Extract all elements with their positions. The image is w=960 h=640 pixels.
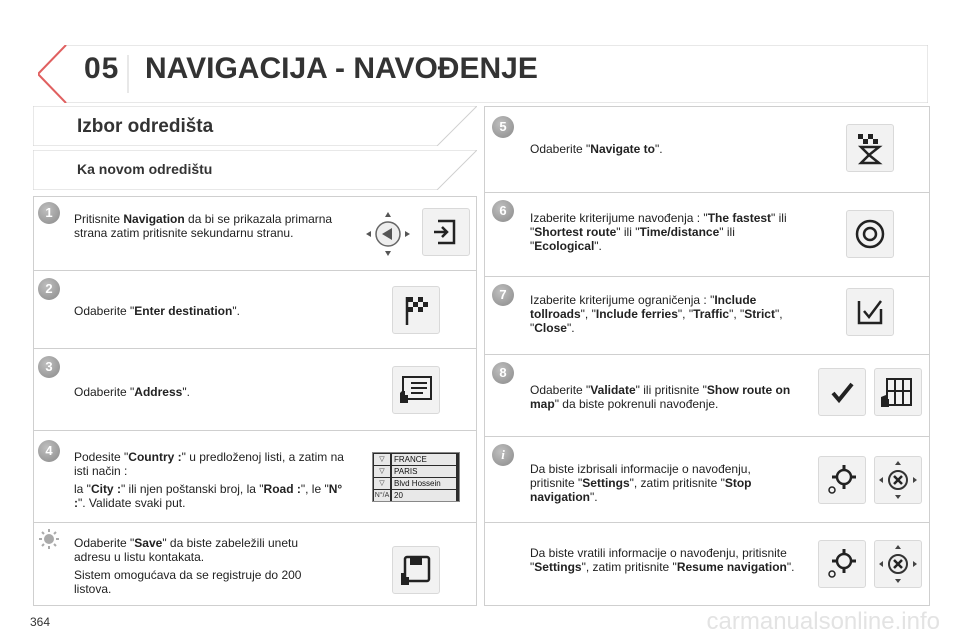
page-title: NAVIGACIJA - NAVOĐENJE: [145, 52, 538, 85]
tip-sun-icon: [38, 528, 60, 550]
step-5-text: Odaberite "Navigate to".: [530, 142, 663, 156]
step-8-text: Odaberite "Validate" ili pritisnite "Show route on map" da biste pokrenuli navođenje.: [530, 383, 791, 411]
list-item: ▽ PARIS: [373, 466, 459, 477]
info-badge: i: [492, 444, 514, 466]
settings-gear-icon: [818, 456, 866, 504]
stop-dial-icon: [874, 540, 922, 588]
list-item: ▽ FRANCE: [373, 454, 459, 465]
show-route-map-icon: [874, 368, 922, 416]
step-badge: 7: [492, 284, 514, 306]
section-subtitle: Ka novom odredištu: [77, 161, 213, 177]
address-list-widget: [372, 452, 460, 502]
step-badge: 2: [38, 278, 60, 300]
info-stop-text: Da biste izbrisali informacije o navođenju, pritisnite "Settings", zatim pritisnite "Stop navigation".: [530, 462, 752, 504]
step-3-text: Odaberite "Address".: [74, 385, 190, 399]
chapter-number: 05: [84, 52, 120, 85]
watermark: carmanualsonline.info: [706, 608, 940, 635]
navigate-to-flag-icon: [846, 124, 894, 172]
stop-dial-icon: [874, 456, 922, 504]
info-resume-text: Da biste vratili informacije o navođenju, pritisnite "Settings", zatim pritisnite "Resume navigation".: [530, 546, 795, 574]
list-item: N°/A 20: [373, 490, 459, 501]
step-badge: 5: [492, 116, 514, 138]
step-badge: 8: [492, 362, 514, 384]
settings-gear-icon: [818, 540, 866, 588]
joystick-icon: [364, 210, 412, 258]
step-badge: 4: [38, 440, 60, 462]
checkered-flag-icon: [392, 286, 440, 334]
step-2-text: Odaberite "Enter destination".: [74, 304, 240, 318]
step-badge: 6: [492, 200, 514, 222]
step-1-text: Pritisnite Navigation da bi se prikazala primarna strana zatim pritisnite sekundarnu stranu.: [74, 212, 333, 240]
step-7-text: Izaberite kriterijume ograničenja : "Include tollroads", "Include ferries", "Traffic", "Strict", "Close".: [530, 293, 783, 335]
step-4-text: Podesite "Country :" u predloženoj listi, a zatim na isti način : la "City :" ili njen poštanski broj, la "Road :", le "N° :". Validate svaki put.: [74, 450, 344, 510]
save-disk-icon: [392, 546, 440, 594]
validate-check-icon: [818, 368, 866, 416]
next-page-icon: [422, 208, 470, 256]
route-options-icon: [846, 288, 894, 336]
list-item: ▽ Blvd Hossein: [373, 478, 459, 489]
tip-text: Odaberite "Save" da biste zabeležili unetu adresu u listu kontakata. Sistem omogućava da se registruje do 200 listova.: [74, 536, 302, 596]
page-number: 364: [30, 615, 51, 629]
step-6-text: Izaberite kriterijume navođenja : "The fastest" ili "Shortest route" ili "Time/distance" ili "Ecological".: [530, 211, 787, 253]
section-title: Izbor odredišta: [77, 116, 214, 137]
step-badge: 3: [38, 356, 60, 378]
route-criteria-icon: [846, 210, 894, 258]
address-card-icon: [392, 366, 440, 414]
step-badge: 1: [38, 202, 60, 224]
